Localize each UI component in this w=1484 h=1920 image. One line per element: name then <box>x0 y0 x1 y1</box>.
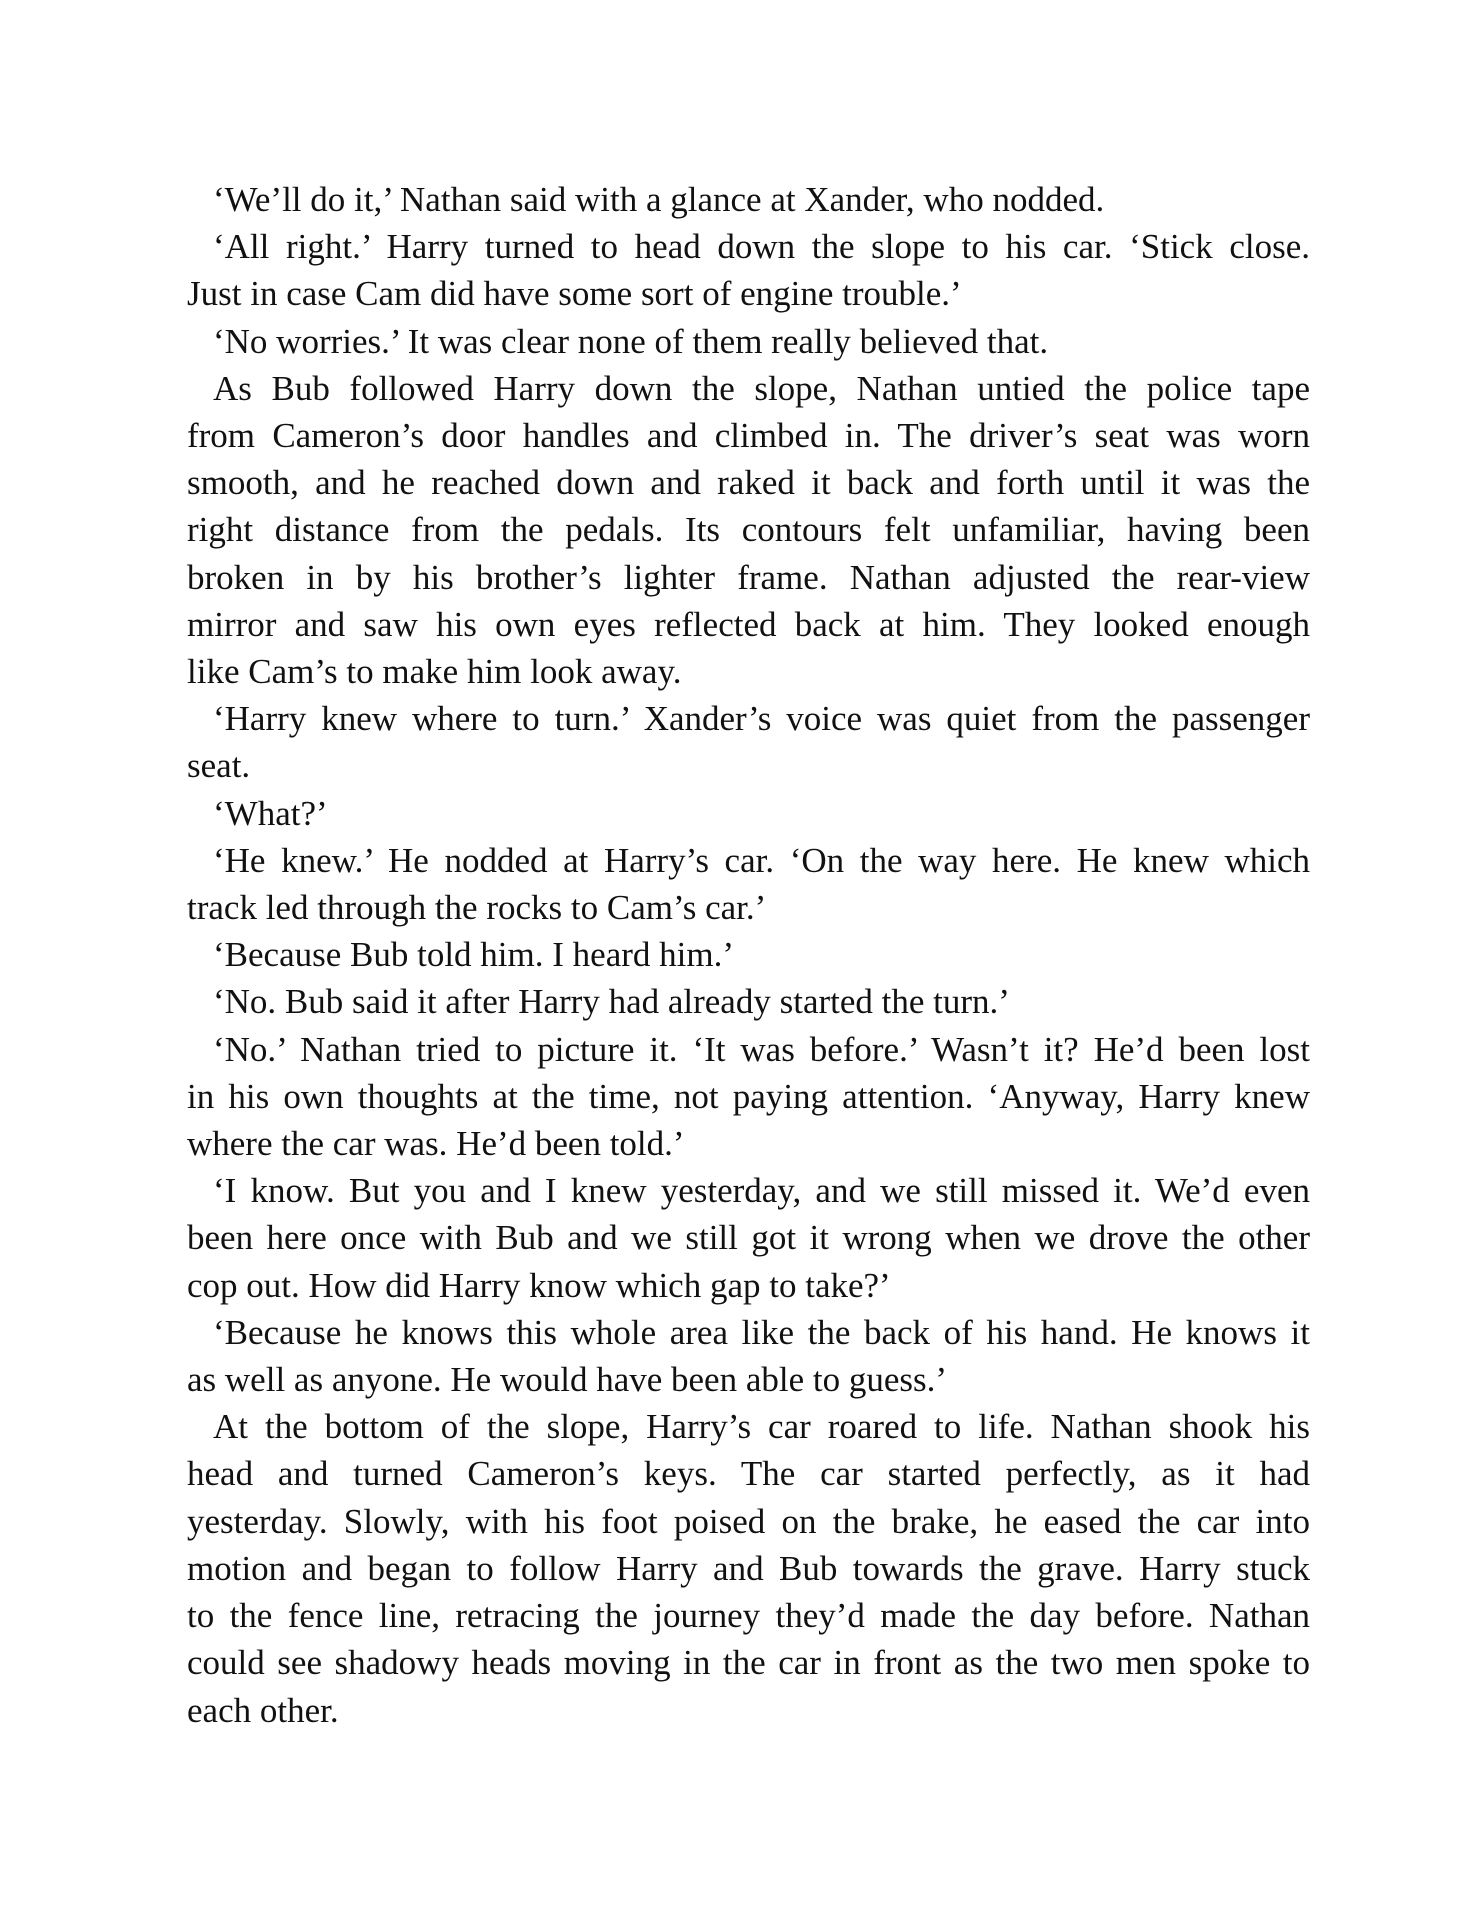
text-line: Just in case Cam did have some sort of engine trouble.’ <box>187 274 962 314</box>
paragraph <box>187 365 1310 695</box>
text-line: to the fence line, retracing the journey they’d made the day before. Nathan <box>187 1596 1310 1636</box>
paragraph <box>187 1403 1310 1733</box>
text-line: could see shadowy heads moving in the car in front as the two men spoke to <box>187 1643 1310 1683</box>
text-line: as well as anyone. He would have been able to guess.’ <box>187 1360 948 1400</box>
paragraph <box>187 790 1310 837</box>
text-line: ‘All right.’ Harry turned to head down the slope to his car. ‘Stick close. <box>213 227 1310 267</box>
text-line: mirror and saw his own eyes reflected back at him. They looked enough <box>187 604 1310 644</box>
paragraph <box>187 1309 1310 1403</box>
text-line: ‘Because he knows this whole area like the back of his hand. He knows it <box>213 1312 1310 1352</box>
text-line: At the bottom of the slope, Harry’s car roared to life. Nathan shook his <box>213 1407 1310 1447</box>
text-line: head and turned Cameron’s keys. The car started perfectly, as it had <box>187 1454 1310 1494</box>
text-line: ‘No worries.’ It was clear none of them really believed that. <box>213 321 1049 361</box>
text-line: broken in by his brother’s lighter frame. Nathan adjusted the rear-view <box>187 557 1310 597</box>
text-line: ‘Harry knew where to turn.’ Xander’s voice was quiet from the passenger <box>213 699 1310 739</box>
paragraph <box>187 223 1310 317</box>
paragraph <box>187 176 1310 223</box>
text-line: ‘He knew.’ He nodded at Harry’s car. ‘On the way here. He knew which <box>213 840 1310 880</box>
text-line: been here once with Bub and we still got it wrong when we drove the other <box>187 1218 1310 1258</box>
text-line: where the car was. He’d been told.’ <box>187 1124 685 1164</box>
text-line: in his own thoughts at the time, not paying attention. ‘Anyway, Harry knew <box>187 1076 1310 1116</box>
paragraph <box>187 1026 1310 1168</box>
text-line: right distance from the pedals. Its contours felt unfamiliar, having been <box>187 510 1310 550</box>
text-line: motion and began to follow Harry and Bub towards the grave. Harry stuck <box>187 1548 1310 1588</box>
text-line: track led through the rocks to Cam’s car.’ <box>187 888 767 928</box>
text-line: ‘We’ll do it,’ Nathan said with a glance at Xander, who nodded. <box>213 180 1105 219</box>
text-line: ‘No. Bub said it after Harry had already started the turn.’ <box>213 982 1010 1022</box>
paragraph <box>187 931 1310 978</box>
paragraph <box>187 1167 1310 1309</box>
text-line: ‘Because Bub told him. I heard him.’ <box>213 935 734 975</box>
paragraph <box>187 978 1310 1025</box>
text-line: seat. <box>187 746 251 786</box>
text-line: smooth, and he reached down and raked it back and forth until it was the <box>187 463 1310 503</box>
paragraph <box>187 695 1310 789</box>
book-page-text <box>187 176 1310 1734</box>
text-line: like Cam’s to make him look away. <box>187 652 682 692</box>
paragraph <box>187 837 1310 931</box>
text-line: from Cameron’s door handles and climbed in. The driver’s seat was worn <box>187 416 1310 456</box>
text-line: ‘What?’ <box>213 793 328 833</box>
text-line: yesterday. Slowly, with his foot poised on the brake, he eased the car into <box>187 1501 1310 1541</box>
text-line: each other. <box>187 1690 339 1730</box>
text-line: ‘No.’ Nathan tried to picture it. ‘It was before.’ Wasn’t it? He’d been lost <box>213 1029 1310 1069</box>
text-line: As Bub followed Harry down the slope, Nathan untied the police tape <box>213 368 1310 408</box>
text-line: cop out. How did Harry know which gap to take?’ <box>187 1265 891 1305</box>
paragraph <box>187 318 1310 365</box>
text-line: ‘I know. But you and I knew yesterday, and we still missed it. We’d even <box>213 1171 1310 1211</box>
